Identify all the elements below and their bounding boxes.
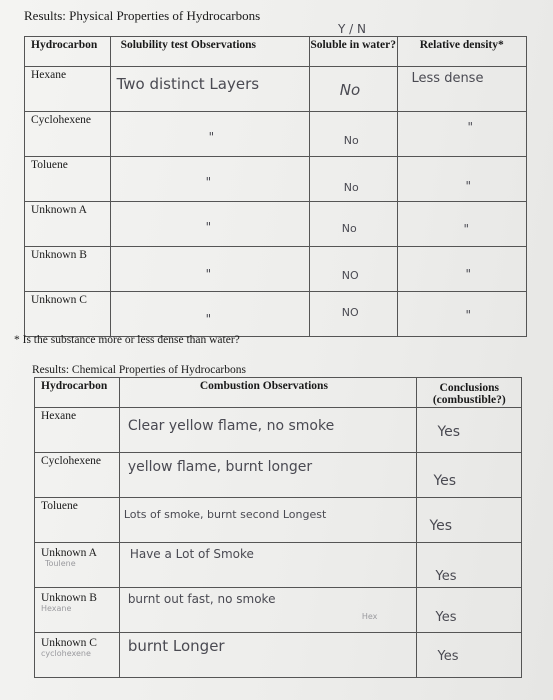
table-row (25, 247, 527, 292)
conclusion-cell: Yes (437, 424, 461, 440)
observation-cell: " (205, 267, 212, 281)
row-name: Toluene (31, 159, 68, 171)
soluble-cell: No (341, 222, 357, 235)
observation-cell: " (205, 175, 212, 189)
table-row (35, 588, 522, 633)
row-name: Unknown A (31, 204, 87, 216)
header-density: Relative density* (419, 39, 504, 51)
table-row (35, 543, 522, 588)
conclusion-cell: Yes (429, 518, 453, 534)
observation-cell: Clear yellow flame, no smoke (127, 418, 335, 434)
density-cell: " (465, 179, 472, 193)
observation-cell: yellow flame, burnt longer (127, 459, 313, 475)
soluble-cell: NO (341, 306, 359, 319)
table-row (35, 408, 522, 453)
table-row (25, 67, 527, 112)
observation-cell: Lots of smoke, burnt second Longest (123, 508, 327, 521)
table-row (35, 498, 522, 543)
table-row (25, 112, 527, 157)
conclusion-cell: Yes (433, 473, 457, 489)
header-solubility: Solubility test Observations (120, 39, 257, 51)
row-name: Unknown C (31, 294, 87, 306)
row-name: Unknown A (41, 547, 97, 559)
observation-cell: " (205, 220, 212, 234)
row-name: Toluene (41, 500, 78, 512)
table-row (25, 292, 527, 337)
density-cell: " (465, 308, 472, 322)
soluble-cell: No (343, 134, 359, 147)
table-row (35, 453, 522, 498)
observation-cell: burnt Longer (127, 637, 225, 655)
conclusion-cell: Yes (437, 649, 459, 664)
density-footnote: * Is the substance more or less dense than water? (14, 334, 240, 346)
row-name: Unknown B (41, 592, 97, 604)
soluble-cell: No (343, 181, 359, 194)
observation-cell: burnt out fast, no smoke (127, 592, 276, 606)
table-row (25, 157, 527, 202)
conclusion-cell: Yes (435, 569, 457, 584)
chemical-results-title: Results: Chemical Properties of Hydrocarbons (32, 364, 246, 376)
header-soluble: Soluble in water? (310, 39, 396, 51)
header-conclusions: Conclusions (combustible?) (432, 382, 506, 406)
row-name: Unknown C (41, 637, 97, 649)
table-row (25, 202, 527, 247)
density-cell: Less dense (411, 71, 484, 86)
soluble-cell: NO (341, 269, 359, 282)
identity-note: Toulene (45, 559, 76, 568)
header-hydrocarbon: Hydrocarbon (41, 380, 108, 392)
density-cell: " (465, 267, 472, 281)
row-name: Cyclohexene (41, 455, 102, 467)
conclusion-cell: Yes (435, 610, 457, 625)
observation-cell: Two distinct Layers (116, 75, 260, 93)
soluble-cell: No (339, 81, 361, 99)
observation-cell: " (205, 312, 212, 326)
yes-no-note: Y / N (338, 22, 366, 36)
density-cell: " (467, 120, 474, 134)
observation-cell: " (208, 130, 215, 144)
row-name: Unknown B (31, 249, 87, 261)
header-hydrocarbon: Hydrocarbon (31, 39, 98, 51)
physical-results-title: Results: Physical Properties of Hydrocarbons (24, 8, 261, 23)
physical-properties-table (24, 36, 527, 337)
row-name: Hexane (31, 69, 67, 81)
observation-cell: Have a Lot of Smoke (129, 547, 254, 561)
header-combustion: Combustion Observations (199, 380, 328, 392)
identity-note: Hexane (41, 604, 72, 613)
density-cell: " (463, 222, 470, 236)
identity-note: cyclohexene (41, 649, 91, 658)
row-name: Hexane (41, 410, 77, 422)
stray-mark: Hex (361, 612, 378, 621)
row-name: Cyclohexene (31, 114, 92, 126)
chemical-properties-table (34, 377, 522, 678)
table-row (35, 633, 522, 678)
